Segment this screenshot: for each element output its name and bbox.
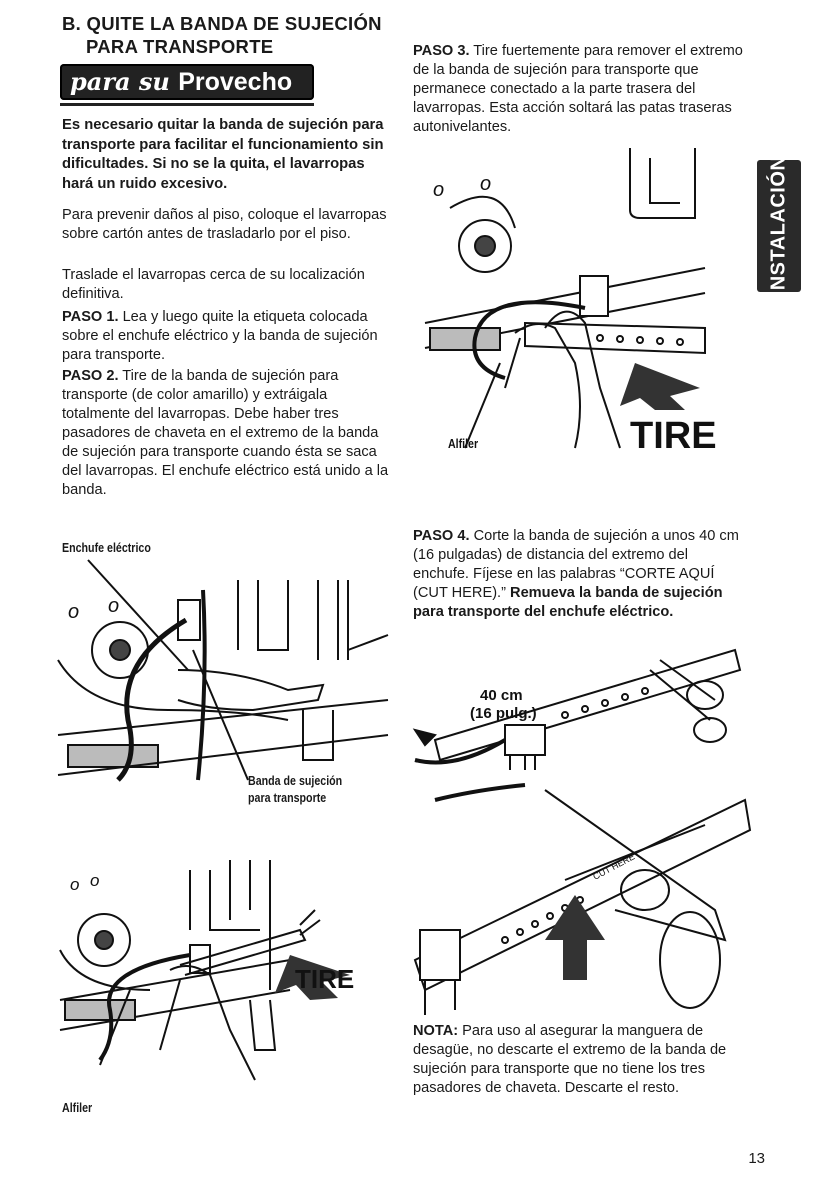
note-text: Para uso al asegurar la manguera de desagüe, no descarte el extremo de la banda de sujeción para transporte que no tiene los tres pasadores de chaveta. Descarte el resto.	[413, 1023, 727, 1096]
fig4-measure-2: (16 pulg.)	[470, 705, 537, 722]
side-tab-label: INSTALACIÓN	[767, 155, 790, 297]
step-3-text: Tire fuertemente para remover el extremo de la banda de sujeción para transporte que permanece conectado a la parte trasera del lavarropas. Esta acción soltará las patas traseras autonivelantes.	[413, 43, 743, 135]
step-2-text: Tire de la banda de sujeción para transporte (de color amarillo) y extráigala totalmente del lavarropas. Debe haber tres pasadores de chaveta en el extremo de la banda de sujeción para transporte cuando ésta se saca del lavarropas. El enchufe eléctrico está unido a la banda.	[62, 368, 389, 498]
fig4-cut-here-label: CUT HERE	[591, 851, 637, 882]
fig4-measure-1: 40 cm	[480, 687, 523, 704]
page-number: 13	[748, 1150, 765, 1167]
svg-text:o: o	[433, 179, 445, 201]
fig3-tire-label: TIRE	[295, 964, 355, 994]
figure-pull-strap-front	[60, 850, 380, 1090]
banner-pre: para su	[70, 67, 170, 96]
svg-text:o: o	[68, 601, 80, 623]
para-su-provecho-banner	[60, 64, 314, 100]
step-2	[62, 367, 392, 500]
svg-text:o: o	[108, 595, 120, 617]
banner-main: Provecho	[178, 68, 293, 96]
step-4-text: Corte la banda de sujeción a unos 40 cm (16 pulgadas) de distancia del extremo del enchufe. Fíjese en las palabras “CORTE AQUÍ (CUT HERE).”	[413, 528, 739, 601]
step-3	[413, 42, 743, 137]
section-title-line1: B. QUITE LA BANDA DE SUJECIÓN	[62, 13, 382, 34]
step-2-label: PASO 2.	[62, 368, 119, 384]
fig3-pin-callout: Alfiler	[62, 1100, 93, 1115]
intro-paragraph-1: Para prevenir daños al piso, coloque el lavarropas sobre cartón antes de trasladarlo por el piso.	[62, 207, 387, 242]
figure-cut-strap	[415, 640, 750, 1015]
note-label: NOTA:	[413, 1023, 459, 1039]
step-4	[413, 527, 743, 622]
section-title	[62, 12, 392, 58]
figure-pull-strap-rear	[425, 148, 725, 478]
step-4-bold: Remueva la banda de sujeción para transporte del enchufe eléctrico.	[413, 585, 723, 620]
svg-text:o: o	[90, 871, 100, 890]
step-4-label: PASO 4.	[413, 528, 470, 544]
svg-text:o: o	[480, 173, 492, 195]
fig2-plug-callout: Enchufe eléctrico	[62, 540, 151, 555]
fig2-strap-callout-1: Banda de sujeción	[248, 773, 343, 788]
fig1-pin-callout: Alfiler	[447, 435, 479, 452]
step-3-label: PASO 3.	[413, 43, 470, 59]
section-title-line2: PARA TRANSPORTE	[86, 36, 274, 57]
svg-text:o: o	[70, 875, 80, 894]
step-1	[62, 308, 392, 365]
fig1-tire-label: TIRE	[630, 415, 717, 457]
figure-plug-and-strap	[58, 560, 398, 800]
instalacion-side-tab	[757, 155, 801, 297]
step-1-label: PASO 1.	[62, 309, 119, 325]
banner-rule	[60, 103, 314, 106]
fig2-strap-callout-2: para transporte	[248, 790, 327, 805]
step-1-text: Lea y luego quite la etiqueta colocada sobre el enchufe eléctrico y la banda de sujeción para transporte.	[62, 309, 378, 363]
note	[413, 1022, 743, 1098]
intro-paragraph-2: Traslade el lavarropas cerca de su localización definitiva.	[62, 267, 365, 302]
warning-text: Es necesario quitar la banda de sujeción para transporte para facilitar el funcionamiento sin dificultades. Si no se la quita, el lavarropas hará un ruido excesivo.	[62, 117, 384, 192]
